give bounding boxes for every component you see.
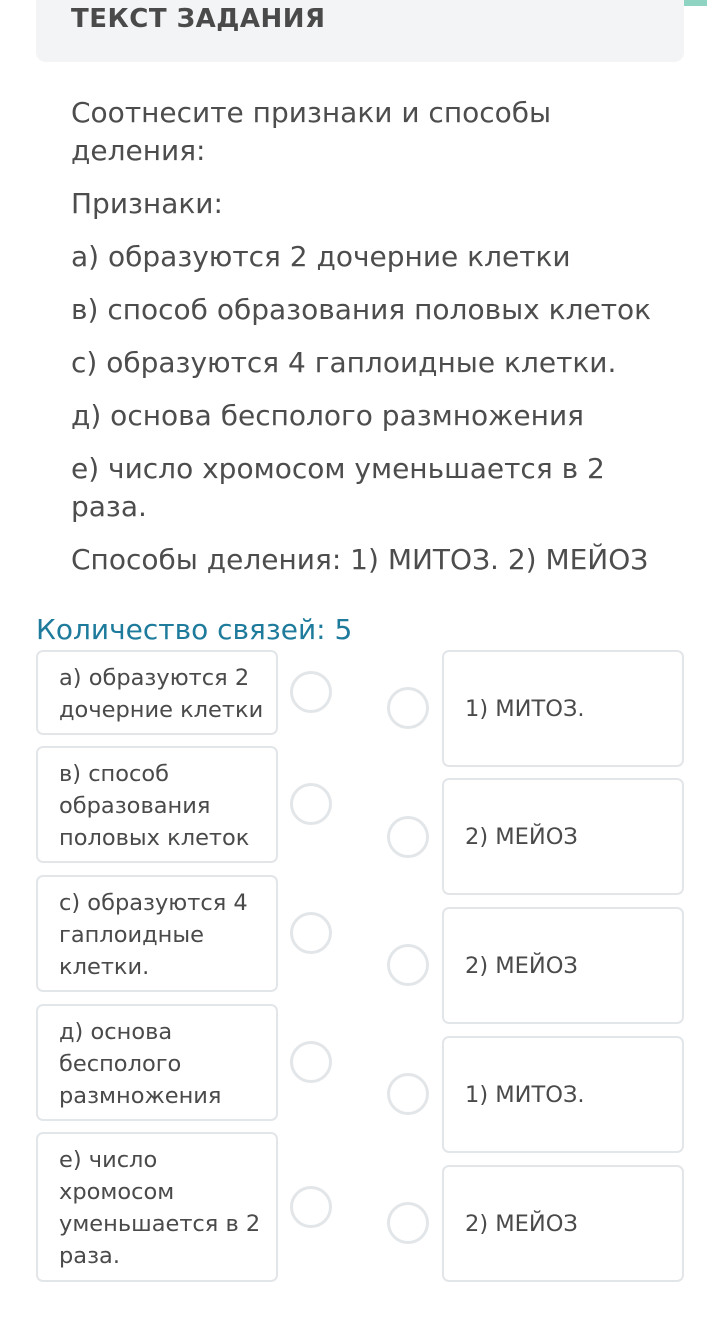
feature-item-c: с) образуются 4 гаплоидные клетки.	[71, 346, 617, 379]
task-header	[36, 0, 684, 62]
left-connector-c[interactable]	[290, 912, 332, 954]
left-connector-a[interactable]	[290, 671, 332, 713]
question-text	[71, 94, 671, 594]
right-card-label: 1) МИТОЗ.	[465, 1081, 585, 1108]
right-card-label: 2) МЕЙОЗ	[465, 952, 578, 979]
left-card-label: а) образуются 2 дочерние клетки	[59, 665, 264, 723]
right-card-4[interactable]	[442, 1036, 684, 1153]
right-card-5[interactable]	[442, 1165, 684, 1282]
connections-count: Количество связей: 5	[36, 613, 353, 646]
left-card-label: д) основа бесполого размножения	[59, 1019, 222, 1109]
right-card-label: 2) МЕЙОЗ	[465, 823, 578, 850]
left-card-label: в) способ образования половых клеток	[59, 761, 250, 851]
right-card-3[interactable]	[442, 907, 684, 1024]
right-connector-3[interactable]	[387, 944, 429, 986]
left-card-e[interactable]	[36, 1132, 278, 1282]
feature-item-a: а) образуются 2 дочерние клетки	[71, 240, 571, 273]
right-connector-5[interactable]	[387, 1202, 429, 1244]
left-connector-d[interactable]	[290, 1041, 332, 1083]
feature-item-e: е) число хромосом уменьшается в 2 раза.	[71, 452, 605, 523]
right-card-label: 2) МЕЙОЗ	[465, 1210, 578, 1237]
methods-line: Способы деления: 1) МИТОЗ. 2) МЕЙОЗ	[71, 543, 649, 576]
right-connector-4[interactable]	[387, 1073, 429, 1115]
left-card-a[interactable]	[36, 650, 278, 735]
right-card-label: 1) МИТОЗ.	[465, 695, 585, 722]
left-card-c[interactable]	[36, 875, 278, 992]
left-card-d[interactable]	[36, 1004, 278, 1121]
left-card-label: с) образуются 4 гаплоидные клетки.	[59, 890, 248, 980]
features-label: Признаки:	[71, 187, 223, 220]
left-connector-b[interactable]	[290, 783, 332, 825]
feature-item-b: в) способ образования половых клеток	[71, 293, 652, 326]
right-card-1[interactable]	[442, 650, 684, 767]
right-connector-2[interactable]	[387, 816, 429, 858]
feature-item-d: д) основа бесполого размножения	[71, 399, 584, 432]
left-card-b[interactable]	[36, 746, 278, 863]
left-card-label: е) число хромосом уменьшается в 2 раза.	[59, 1147, 261, 1269]
left-connector-e[interactable]	[290, 1186, 332, 1228]
right-card-2[interactable]	[442, 778, 684, 895]
right-connector-1[interactable]	[387, 687, 429, 729]
question-intro: Соотнесите признаки и способы деления:	[71, 96, 552, 167]
task-header-title: ТЕКСТ ЗАДАНИЯ	[71, 4, 326, 34]
